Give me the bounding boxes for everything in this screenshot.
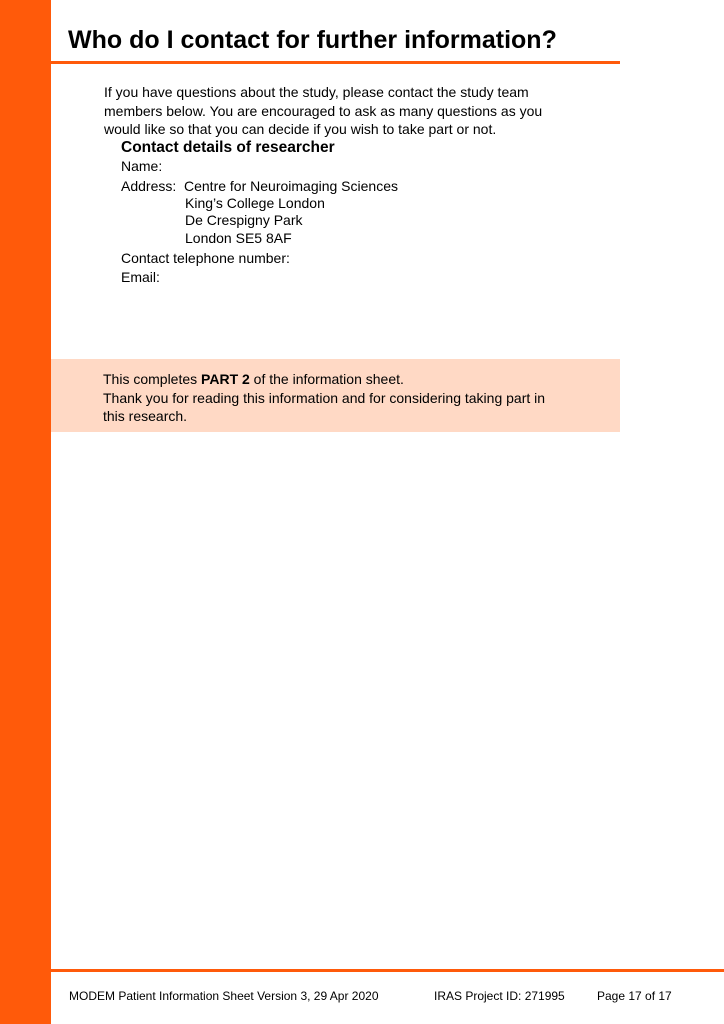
footer-project-id: IRAS Project ID: 271995 (434, 989, 565, 1003)
address-line-2: King’s College London (185, 195, 325, 211)
address-line-3: De Crespigny Park (185, 212, 303, 228)
footer-page-number: Page 17 of 17 (597, 989, 672, 1003)
address-line-1: Centre for Neuroimaging Sciences (184, 178, 398, 194)
email-label: Email: (121, 269, 160, 285)
contact-heading: Contact details of researcher (121, 139, 335, 156)
intro-paragraph: If you have questions about the study, please contact the study team members below. You are encouraged to ask as many questions as you would like so that you can decide if you wish to take part or not. (104, 84, 543, 137)
footer-rule (51, 969, 724, 972)
completion-band (51, 359, 620, 432)
footer-document-version: MODEM Patient Information Sheet Version 3, 29 Apr 2020 (69, 989, 379, 1003)
address-label: Address: (121, 178, 177, 194)
completion-prefix: This completes (103, 371, 202, 387)
completion-suffix: of the information sheet. (249, 371, 404, 387)
page-title: Who do I contact for further information? (68, 26, 557, 54)
address-line-4: London SE5 8AF (185, 230, 292, 246)
title-underline (51, 61, 620, 64)
completion-thanks: Thank you for reading this information and for considering taking part in this research. (103, 389, 546, 424)
orange-sidebar-bar (0, 0, 51, 1024)
completion-text (103, 370, 563, 426)
phone-label: Contact telephone number: (121, 250, 290, 266)
name-label: Name: (121, 158, 163, 174)
completion-part-label: PART 2 (201, 371, 250, 387)
